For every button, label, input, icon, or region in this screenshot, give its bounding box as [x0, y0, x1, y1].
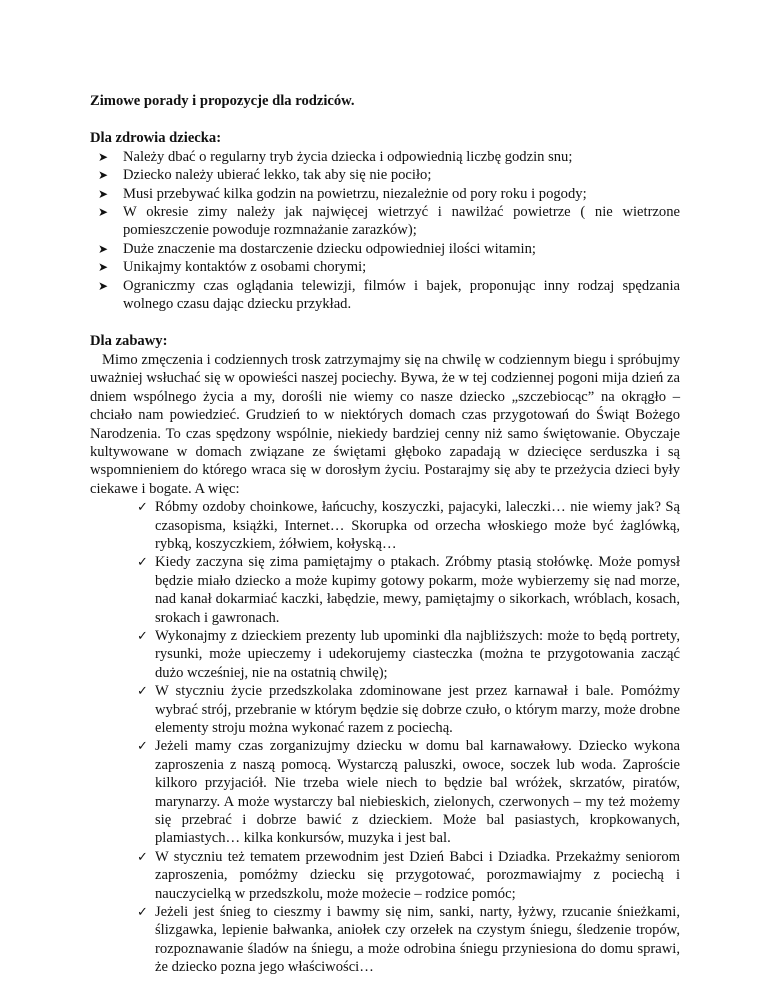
arrowhead-bullet-icon: ➤	[98, 186, 109, 201]
health-list	[90, 148, 680, 314]
arrowhead-bullet-icon: ➤	[98, 278, 109, 293]
document-title: Zimowe porady i propozycje dla rodziców.	[90, 93, 355, 109]
play-section	[90, 332, 680, 976]
checkmark-bullet-icon: ✓	[137, 683, 148, 699]
list-item: ➤ Ograniczmy czas oglądania telewizji, filmów i bajek, proponując inny rodzaj spędzania wolnego czasu dając dziecku przykład.	[98, 277, 680, 313]
list-item: ✓ Wykonajmy z dzieckiem prezenty lub upominki dla najbliższych: może to będą portrety, rysunki, może upieczemy i udekorujemy ciasteczka (można te przygotowania zacząć dużo wcześniej, nie na ostatnią chwilę);	[137, 627, 680, 681]
checkmark-bullet-icon: ✓	[137, 627, 148, 643]
list-item: ✓ Kiedy zaczyna się zima pamiętajmy o ptakach. Zróbmy ptasią stołówkę. Może pomysł będzie miało dziecko a może kupimy gotowy pokarm, może wybierzemy się nad morze, nad kanał dokarmiać kaczki, łabędzie, mewy, pamiętajmy o sikorkach, wróblach, kosach, srokach i gawronach.	[137, 554, 680, 626]
arrowhead-bullet-icon: ➤	[98, 241, 109, 256]
arrowhead-bullet-icon: ➤	[98, 205, 109, 220]
list-item: ➤ Musi przebywać kilka godzin na powietrzu, niezależnie od pory roku i pogody;	[98, 185, 587, 202]
play-heading: Dla zabawy:	[90, 333, 168, 350]
arrowhead-bullet-icon: ➤	[98, 168, 109, 183]
list-item: ➤ Dziecko należy ubierać lekko, tak aby się nie pociło;	[98, 167, 432, 184]
list-item: ✓ W styczniu życie przedszkolaka zdominowane jest przez karnawał i bale. Pomóżmy wybrać strój, przebranie w którym będzie się dobrze czuło, o którym marzy, może drobne elementy stroju można wykonać razem z pociechą.	[137, 683, 680, 736]
list-item: ✓ Jeżeli jest śnieg to cieszmy i bawmy się nim, sanki, narty, łyżwy, rzucanie śnieżkami, ślizgawka, lepienie bałwanka, aniołek czy orzełek na czystym śniegu, śledzenie tropów, rozpoznawanie śladów na śniegu, a może odrobina śniegu przyniesiona do domu sprawi, że dziecko pozna jego właściwości…	[137, 904, 680, 976]
health-heading: Dla zdrowia dziecka:	[90, 130, 222, 147]
list-item: ➤ Duże znaczenie ma dostarczenie dziecku odpowiedniej ilości witamin;	[98, 240, 536, 257]
checkmark-bullet-icon: ✓	[137, 554, 148, 570]
list-item: ✓ W styczniu też tematem przewodnim jest Dzień Babci i Dziadka. Przekażmy seniorom zaproszenia, pomóżmy dziecku się przygotować, porozmawiajmy z pociechą i nauczycielką w przedszkolu, może możecie – rodzice pomóc;	[137, 848, 680, 902]
arrowhead-bullet-icon: ➤	[98, 260, 109, 275]
document-page	[90, 92, 680, 996]
arrowhead-bullet-icon: ➤	[98, 149, 109, 164]
checkmark-bullet-icon: ✓	[137, 904, 148, 920]
checkmark-bullet-icon: ✓	[137, 499, 148, 515]
list-item: ✓ Róbmy ozdoby choinkowe, łańcuchy, koszyczki, pajacyki, laleczki… nie wiemy jak? Są czasopisma, książki, Internet… Skorupka od orzecha włoskiego może być żaglówką, rybką, koszyczkiem, żółwiem, kołyską…	[137, 499, 680, 552]
list-item: ➤ W okresie zimy należy jak najwięcej wietrzyć i nawilżać powietrze ( nie wietrzone pomieszczenie powoduje rozmnażanie zarazków);	[98, 204, 680, 239]
play-intro-paragraph: Mimo zmęczenia i codziennych trosk zatrzymajmy się na chwilę w codziennym biegu i spróbujmy uważniej wsłuchać się w opowieści naszej pociechy. Bywa, że w tej codziennej pogoni mija dzień za dniem wspólnego życia a my, dorośli nie wiemy co nasze dziecko „szczebiocąc” na okrągło – chciało nam powiedzieć. Grudzień to w niektórych domach czas przygotowań do Świąt Bożego Narodzenia. To czas spędzony wspólnie, niekiedy bardziej cenny niż samo świętowanie. Obyczaje kultywowane w domach związane ze świętami głęboko zapadają w dziecięce serduszka i są wspomnieniem do którego wraca się w dorosłym życiu. Postarajmy się aby te przeżycia dzieci były ciekawe i bogate. A więc:	[90, 351, 680, 497]
list-item: ➤ Należy dbać o regularny tryb życia dziecka i odpowiednią liczbę godzin snu;	[98, 148, 573, 165]
health-section	[90, 129, 680, 313]
list-item: ✓ Jeżeli mamy czas zorganizujmy dziecku w domu bal karnawałowy. Dziecko wykona zaproszenia z naszą pomocą. Wystarczą paluszki, owoce, soczek lub woda. Zaproście kilkoro przyjaciół. Nie trzeba wiele niech to będzie bal wróżek, skrzatów, piratów, marynarzy. A może wystarczy bal niebieskich, zielonych, czerwonych – my też możemy się przebrać i dobrze bawić z dzieckiem. Może bal pasiastych, kropkowanych, plamiastych… kilka konkursów, muzyka i jest bal.	[137, 738, 680, 847]
list-item: ➤ Unikajmy kontaktów z osobami chorymi;	[98, 259, 367, 276]
checkmark-bullet-icon: ✓	[137, 848, 148, 864]
play-list	[90, 498, 680, 977]
checkmark-bullet-icon: ✓	[137, 738, 148, 754]
